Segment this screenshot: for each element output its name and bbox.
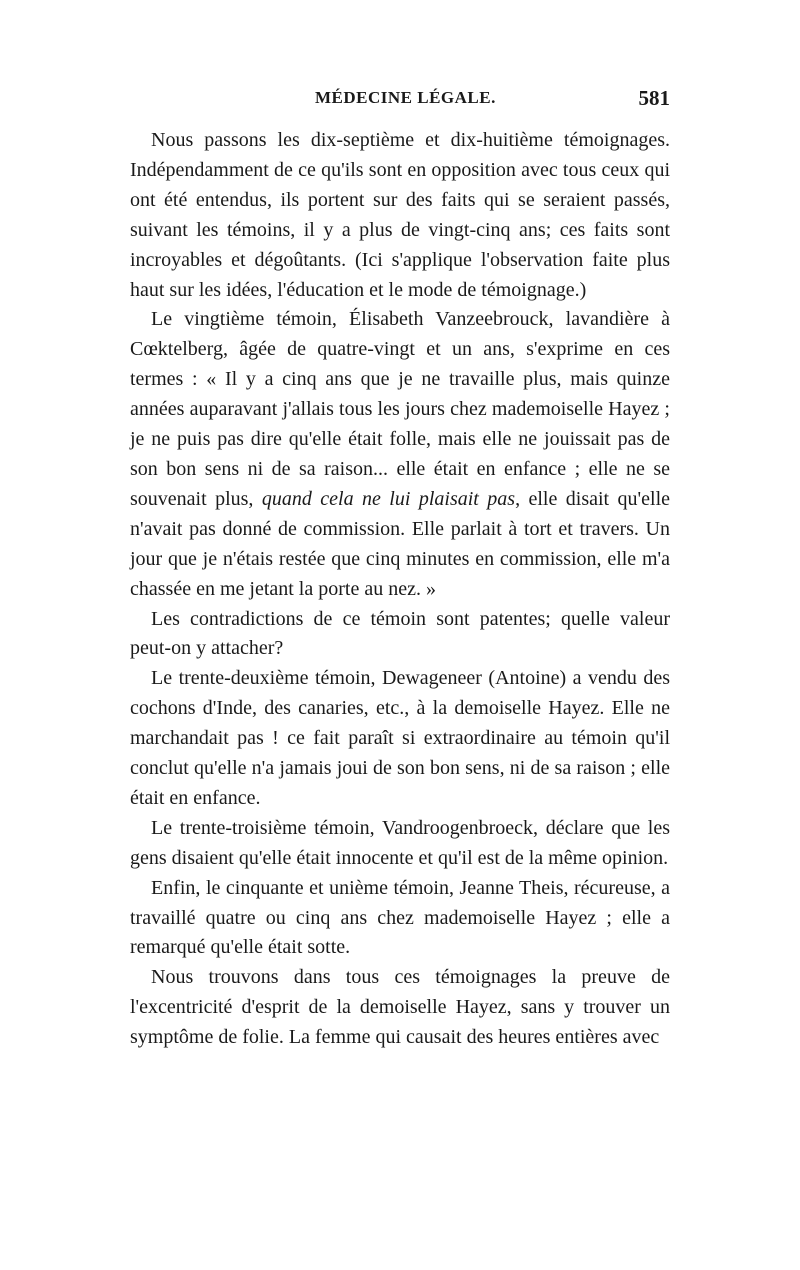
paragraph: Les contradictions de ce témoin sont patentes; quelle valeur peut-on y attacher? [130,607,670,660]
paragraph: Le trente-troisième témoin, Vandroogenbroeck, déclare que les gens disaient qu'elle était innocente et qu'il est de la même opinion. [130,816,670,869]
paragraph: Nous passons les dix-septième et dix-huitième témoignages. Indépendamment de ce qu'ils sont en opposition avec tous ceux qui ont été entendus, ils portent sur des faits qui se seraient passés, suivant les témoins, il y a plus de vingt-cinq ans; ces faits sont incroyables et dégoûtants. (Ici s'applique l'observation faite plus haut sur les idées, l'éducation et le mode de témoignage.) [130,129,670,301]
body-text [130,126,670,1053]
page-header [130,88,670,118]
paragraph-text: Le vingtième témoin, Élisabeth Vanzeebrouck, lavandière à Cœktelberg, âgée de quatre-vingt et un ans, s'exprime en ces termes : « Il y a cinq ans que je ne travaille plus, mais quinze années auparavant j'allais tous les jours chez mademoiselle Hayez ; je ne puis pas dire qu'elle était folle, mais elle ne jouissait pas de son bon sens ni de sa raison... elle était en enfance ; elle ne se souvenait plus, [130,308,670,510]
paragraph: Nous trouvons dans tous ces témoignages la preuve de l'excentricité d'esprit de la demoiselle Hayez, sans y trouver un symptôme de folie. La femme qui causait des heures entières avec [130,966,670,1049]
paragraph-text: , elle disait qu'elle n'avait pas donné de commission. Elle parlait à tort et travers. Un jour que je n'étais restée que cinq minutes en commission, elle m'a chassée en me jetant la porte au nez. » [130,487,671,600]
running-head: MÉDECINE LÉGALE. [315,88,496,107]
page-number: 581 [638,86,670,110]
paragraph: Enfin, le cinquante et unième témoin, Jeanne Theis, récureuse, a travaillé quatre ou cinq ans chez mademoiselle Hayez ; elle a remarqué qu'elle était sotte. [130,876,670,959]
italic-phrase: quand cela ne lui plaisait pas [261,487,516,510]
paragraph: Le trente-deuxième témoin, Dewageneer (Antoine) a vendu des cochons d'Inde, des canaries, etc., à la demoiselle Hayez. Elle ne marchandait pas ! ce fait paraît si extraordinaire au témoin qu'il conclut qu'elle n'a jamais joui de son bon sens, ni de sa raison ; elle était en enfance. [130,667,670,809]
paragraph [130,305,670,604]
